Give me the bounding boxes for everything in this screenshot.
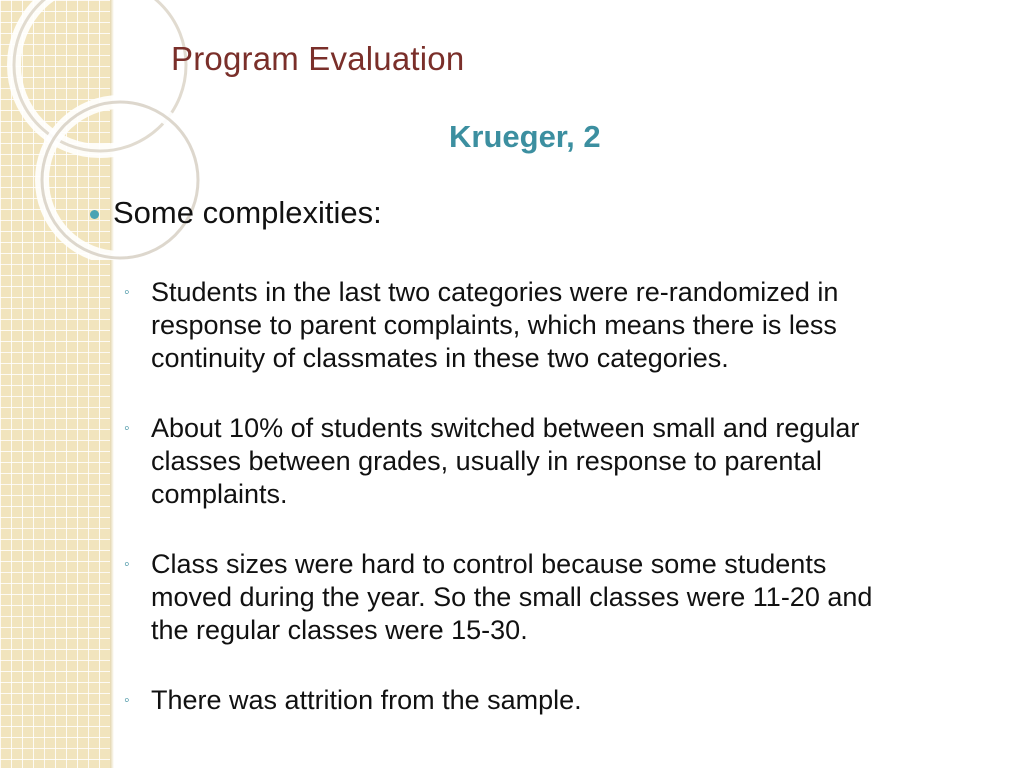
sub-bullet-text: About 10% of students switched between small and regular classes between grades, usually in response to parental complaints. <box>151 413 860 509</box>
sub-bullet-list <box>124 276 994 754</box>
main-bullet-text: Some complexities: <box>113 195 382 230</box>
slide-subtitle: Krueger, 2 <box>449 119 601 154</box>
list-item <box>124 684 994 717</box>
main-bullet <box>90 195 382 231</box>
list-item <box>124 276 994 375</box>
hollow-circle-icon: ◦ <box>124 556 130 573</box>
filled-circle-icon <box>90 210 99 219</box>
hollow-circle-icon: ◦ <box>124 284 130 301</box>
list-item <box>124 548 994 647</box>
slide-title: Program Evaluation <box>171 40 465 77</box>
sub-bullet-text: Students in the last two categories were re-randomized in response to parent complaints, which means there is less continuity of classmates in these two categories. <box>151 277 839 373</box>
sub-bullet-text: Class sizes were hard to control because some students moved during the year. So the small classes were 11-20 and the regular classes were 15-30. <box>151 549 873 645</box>
hollow-circle-icon: ◦ <box>124 420 130 437</box>
list-item <box>124 412 994 511</box>
sub-bullet-text: There was attrition from the sample. <box>151 685 582 715</box>
hollow-circle-icon: ◦ <box>124 692 130 709</box>
